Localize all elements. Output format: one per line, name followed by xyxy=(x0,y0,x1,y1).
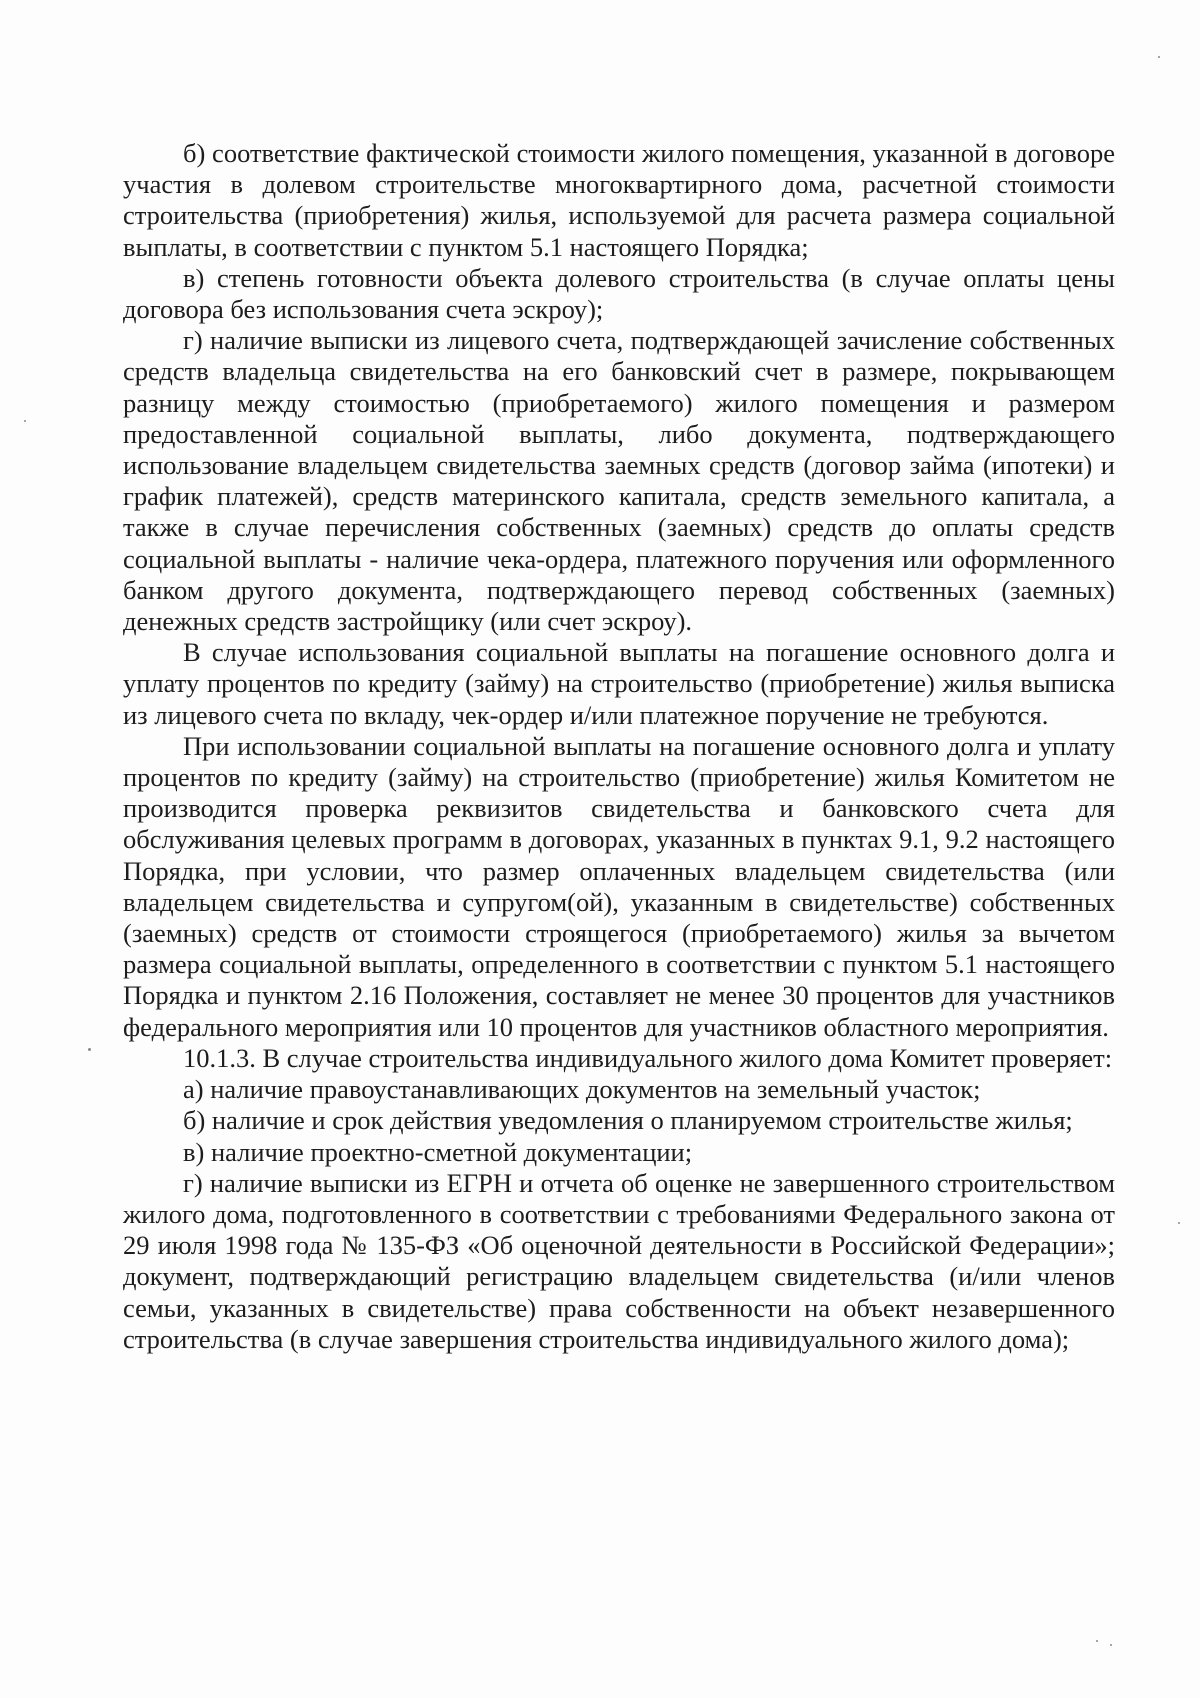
paragraph-g-egrn-statement: г) наличие выписки из ЕГРН и отчета об оценке не завершенного строительством жилого дома, подготовленного в соответствии с требованиями Федерального закона от 29 июля 1998 года № 135-ФЗ «Об оценочной деятельности в Российской Федерации»; документ, подтверждающий регистрацию владельцем свидетельства (и/или членов семьи, указанных в свидетельстве) права собственности на объект незавершенного строительства (в случае завершения строительства индивидуального жилого дома); xyxy=(123,1167,1115,1354)
paragraph-b-cost-compliance: б) соответствие фактической стоимости жилого помещения, указанной в договоре участия в долевом строительстве многоквартирного дома, расчетной стоимости строительства (приобретения) жилья, используемой для расчета размера социальной выплаты, в соответствии с пунктом 5.1 настоящего Порядка; xyxy=(123,138,1115,262)
scan-speck xyxy=(1096,1640,1098,1642)
paragraph-loan-repayment-verification: При использовании социальной выплаты на погашение основного долга и уплату процентов по кредиту (займу) на строительство (приобретение) жилья Комитетом не производится проверка реквизитов свидетельства и банковского счета для обслуживания целевых программ в договорах, указанных в пунктах 9.1, 9.2 настоящего Порядка, при условии, что размер оплаченных владельцем свидетельства (или владельцем свидетельства и супругом(ой), указанным в свидетельстве) собственных (заемных) средств от стоимости строящегося (приобретаемого) жилья за вычетом размера социальной выплаты, определенного в соответствии с пунктом 5.1 настоящего Порядка и пунктом 2.16 Положения, составляет не менее 30 процентов для участников федерального мероприятия или 10 процентов для участников областного мероприятия. xyxy=(123,730,1115,1042)
scan-speck xyxy=(1178,1222,1180,1224)
scan-speck xyxy=(1158,56,1160,58)
scan-speck xyxy=(1110,1644,1112,1646)
document-body xyxy=(123,138,1115,1355)
paragraph-loan-repayment-exception: В случае использования социальной выплаты на погашение основного долга и уплату процентов по кредиту (займу) на строительство (приобретение) жилья выписка из лицевого счета по вкладу, чек-ордер и/или платежное поручение не требуются. xyxy=(123,637,1115,730)
paragraph-v-design-documentation: в) наличие проектно-сметной документации; xyxy=(183,1136,693,1167)
paragraph-g-account-statement: г) наличие выписки из лицевого счета, подтверждающей зачисление собственных средств владельца свидетельства на его банковский счет в размере, покрывающем разницу между стоимостью (приобретаемого) жилого помещения и размером предоставленной социальной выплаты, либо документа, подтверждающего использование владельцем свидетельства заемных средств (договор займа (ипотеки) и график платежей), средств материнского капитала, средств земельного капитала, а также в случае перечисления собственных (заемных) средств до оплаты средств социальной выплаты - наличие чека-ордера, платежного поручения или оформленного банком другого документа, подтверждающего перевод собственных (заемных) денежных средств застройщику (или счет эскроу). xyxy=(123,325,1115,637)
paragraph-a-land-documents: а) наличие правоустанавливающих документов на земельный участок; xyxy=(183,1074,981,1105)
scan-speck xyxy=(88,1048,91,1051)
scan-speck xyxy=(24,420,26,422)
paragraph-b-construction-notice: б) наличие и срок действия уведомления о планируемом строительстве жилья; xyxy=(183,1105,1073,1136)
paragraph-v-readiness: в) степень готовности объекта долевого строительства (в случае оплаты цены договора без использования счета эскроу); xyxy=(123,262,1115,325)
paragraph-10-1-3-heading: 10.1.3. В случае строительства индивидуального жилого дома Комитет проверяет: xyxy=(183,1042,1113,1073)
